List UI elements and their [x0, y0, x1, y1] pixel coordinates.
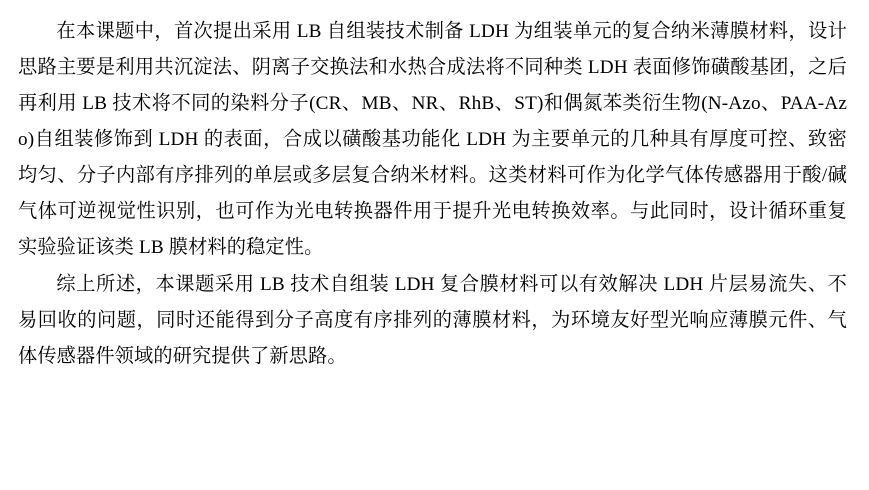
body-paragraph-2: 综上所述，本课题采用 LB 技术自组装 LDH 复合膜材料可以有效解决 LDH 片层易流失、不易回收的问题，同时还能得到分子高度有序排列的薄膜材料，为环境友好型光响应薄膜元件、气体传感器件领域的研究提供了新思路。: [18, 274, 847, 367]
body-paragraph-1: 在本课题中，首次提出采用 LB 自组装技术制备 LDH 为组装单元的复合纳米薄膜材料，设计思路主要是利用共沉淀法、阴离子交换法和水热合成法将不同种类 LDH 表面修饰磺酸基团，之后再利用 LB 技术将不同的染料分子(CR、MB、NR、RhB、ST)和偶氮苯类衍生物(N-Azo、PAA-Azo)自组装修饰到 LDH 的表面，合成以磺酸基功能化 LDH 为主要单元的几种具有厚度可控、致密均匀、分子内部有序排列的单层或多层复合纳米材料。这类材料可作为化学气体传感器用于酸/碱气体可逆视觉性识别，也可作为光电转换器件用于提升光电转换效率。与此同时，设计循环重复实验验证该类 LB 膜材料的稳定性。: [18, 21, 847, 258]
